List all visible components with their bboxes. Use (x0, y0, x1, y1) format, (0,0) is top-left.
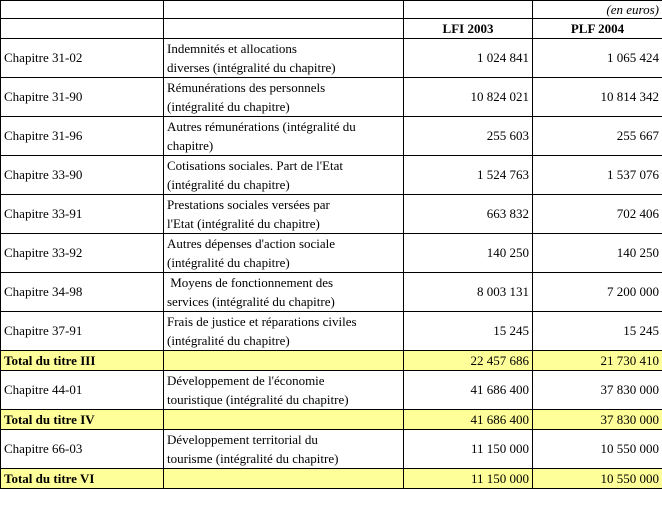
total-label: Total du titre VI (1, 469, 164, 489)
value-plf-2004: 37 830 000 (533, 371, 662, 410)
value-plf-2004: 37 830 000 (533, 410, 662, 430)
empty-cell (1, 19, 164, 39)
chapter-description (164, 410, 404, 430)
chapter-description (164, 234, 404, 273)
chapter-label: Chapitre 31-96 (1, 117, 164, 156)
value-plf-2004: 10 550 000 (533, 469, 662, 489)
description-line-2: services (intégralité du chapitre) (167, 294, 335, 309)
value-lfi-2003: 140 250 (404, 234, 533, 273)
value-plf-2004: 15 245 (533, 312, 662, 351)
description-line-1: Cotisations sociales. Part de l'Etat (167, 158, 344, 173)
chapter-label: Chapitre 37-91 (1, 312, 164, 351)
description-line-2: diverses (intégralité du chapitre) (167, 60, 336, 75)
value-lfi-2003: 11 150 000 (404, 430, 533, 469)
chapter-label: Chapitre 33-92 (1, 234, 164, 273)
empty-cell (164, 19, 404, 39)
description-line-2: (intégralité du chapitre) (167, 99, 290, 114)
chapter-description (164, 273, 404, 312)
description-line-2: touristique (intégralité du chapitre) (167, 392, 349, 407)
description-line-2: (intégralité du chapitre) (167, 255, 290, 270)
chapter-label: Chapitre 44-01 (1, 371, 164, 410)
value-lfi-2003: 1 024 841 (404, 39, 533, 78)
total-row (1, 410, 662, 430)
chapter-label: Chapitre 34-98 (1, 273, 164, 312)
value-lfi-2003: 10 824 021 (404, 78, 533, 117)
table-row (1, 195, 662, 234)
spacer-row (1, 1, 662, 19)
value-lfi-2003: 8 003 131 (404, 273, 533, 312)
chapter-description (164, 351, 404, 371)
value-plf-2004: 1 537 076 (533, 156, 662, 195)
chapter-label: Chapitre 33-90 (1, 156, 164, 195)
chapter-description (164, 312, 404, 351)
value-plf-2004: 702 406 (533, 195, 662, 234)
description-line-2: tourisme (intégralité du chapitre) (167, 451, 339, 466)
header-plf-2004: PLF 2004 (533, 19, 662, 39)
description-line-1: Moyens de fonctionnement des (167, 275, 334, 290)
value-plf-2004: 10 550 000 (533, 430, 662, 469)
description-line-2: chapitre) (167, 138, 214, 153)
value-lfi-2003: 41 686 400 (404, 410, 533, 430)
total-label: Total du titre III (1, 351, 164, 371)
header-lfi-2003: LFI 2003 (404, 19, 533, 39)
description-line-1: Développement territorial du (167, 432, 318, 447)
chapter-description (164, 469, 404, 489)
value-lfi-2003: 663 832 (404, 195, 533, 234)
value-lfi-2003: 22 457 686 (404, 351, 533, 371)
chapter-description (164, 39, 404, 78)
table-row (1, 273, 662, 312)
value-plf-2004: 10 814 342 (533, 78, 662, 117)
chapter-description (164, 117, 404, 156)
chapter-label: Chapitre 33-91 (1, 195, 164, 234)
table-row (1, 78, 662, 117)
description-line-2: l'Etat (intégralité du chapitre) (167, 216, 320, 231)
empty-cell (164, 1, 404, 19)
table-row (1, 117, 662, 156)
description-line-1: Développement de l'économie (167, 373, 325, 388)
chapter-description (164, 78, 404, 117)
value-lfi-2003: 41 686 400 (404, 371, 533, 410)
description-line-2: (intégralité du chapitre) (167, 177, 290, 192)
empty-cell (404, 1, 533, 19)
description-line-1: Rémunérations des personnels (167, 80, 326, 95)
value-plf-2004: 140 250 (533, 234, 662, 273)
value-lfi-2003: 15 245 (404, 312, 533, 351)
value-plf-2004: 7 200 000 (533, 273, 662, 312)
description-line-1: Frais de justice et réparations civiles (167, 314, 357, 329)
table-row (1, 371, 662, 410)
unit-note: (en euros) (533, 1, 662, 19)
description-line-1: Indemnités et allocations (167, 41, 297, 56)
value-plf-2004: 1 065 424 (533, 39, 662, 78)
table-row (1, 39, 662, 78)
chapter-description (164, 195, 404, 234)
table-row (1, 312, 662, 351)
chapter-description (164, 430, 404, 469)
description-line-1: Prestations sociales versées par (167, 197, 330, 212)
total-label: Total du titre IV (1, 410, 164, 430)
table-row (1, 234, 662, 273)
table-row (1, 156, 662, 195)
chapter-label: Chapitre 31-02 (1, 39, 164, 78)
header-row (1, 19, 662, 39)
total-row (1, 351, 662, 371)
value-plf-2004: 21 730 410 (533, 351, 662, 371)
description-line-1: Autres rémunérations (intégralité du (167, 119, 356, 134)
description-line-2: (intégralité du chapitre) (167, 333, 290, 348)
description-line-1: Autres dépenses d'action sociale (167, 236, 336, 251)
table-row (1, 430, 662, 469)
chapter-label: Chapitre 66-03 (1, 430, 164, 469)
chapter-description (164, 371, 404, 410)
value-lfi-2003: 255 603 (404, 117, 533, 156)
total-row (1, 469, 662, 489)
value-lfi-2003: 1 524 763 (404, 156, 533, 195)
value-lfi-2003: 11 150 000 (404, 469, 533, 489)
value-plf-2004: 255 667 (533, 117, 662, 156)
chapter-label: Chapitre 31-90 (1, 78, 164, 117)
chapter-description (164, 156, 404, 195)
empty-cell (1, 1, 164, 19)
